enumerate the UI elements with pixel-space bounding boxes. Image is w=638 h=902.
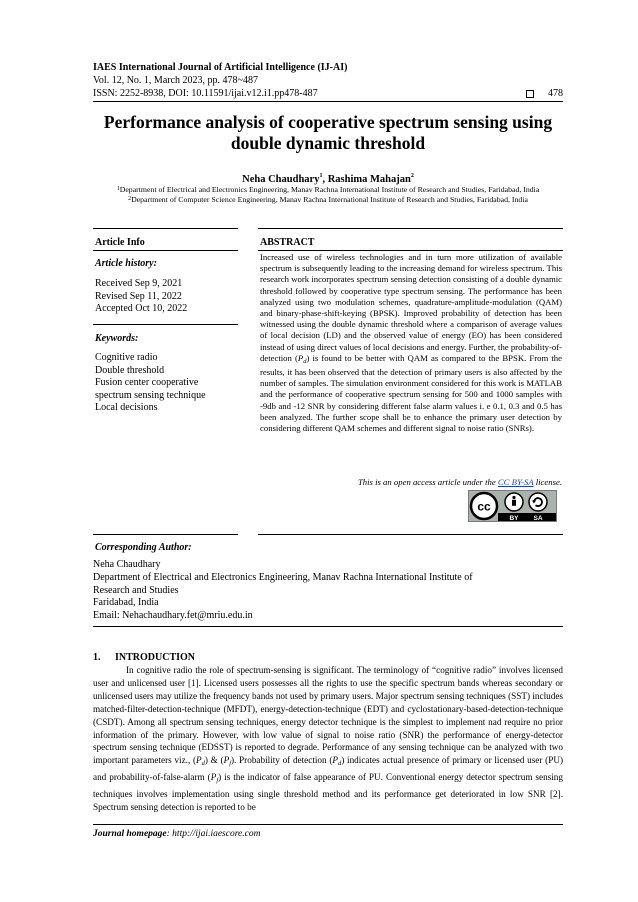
- cc-mark: cc: [477, 499, 491, 514]
- article-info-top-rule: [93, 228, 238, 229]
- abstract-text: Increased use of wireless technologies and in turn more utilization of available spectrum is subsequently leading to the increasing demand for wireless spectrum. This research work incorporates spectrum sensing detection consisting of a double dynamic threshold followed by cooperative type spectrum sensing. The performance has been analyzed using two modulation schemes, quadrature-amplitude-modulation (QAM) and binary-phase-shift-keying (BPSK). Improved probability of detection has been witnessed using the double dynamic threshold where a comparison of average values of local decision (LD) and the observed value of energy (EO) has been considered instead of using direct values of local decisions and energy. Further, the probability-of-detection $(P_d)$ is found to be better with QAM as compared to the BPSK. From the results, it has been observed that the detection of primary users is also affected by the number of samples. The simulation environment considered for this work is MATLAB and the performance of cooperative spectrum sensing for 500 and 1000 samples with -9db and -12 SNR by considering different false alarm values i. e 0.1, 0.3 and 0.5 has been analyzed. The further scope shall be to enhance the primary user detection by considering different QAM schemes and different signal to noise ratio (SNRs).: [260, 252, 562, 434]
- introduction-text: [93, 664, 563, 814]
- affiliation-2: $^2$Department of Computer Science Engineering, Manav Rachna International Institute of Research and Studies, Faridabad, India: [128, 195, 528, 204]
- revised-date: Revised Sep 11, 2022: [95, 290, 182, 302]
- author-department-cont: Research and Studies: [93, 584, 179, 596]
- affiliations: [70, 185, 586, 205]
- introduction-paragraph: In cognitive radio the role of spectrum-sensing is significant. The terminology of “cognitive radio” involves licensed user and unlicensed user [1]. Licensed users possesses all the rights to use the specific spectrum bands whereas secondary or unlicensed users may utilize the frequency bands not used by primary users. Major spectrum sensing techniques (SST) includes matched-filter-detection-technique (MFDT), energy-detection-technique (EDT) and cyclostationary-based-detection-technique (CSDT). Among all spectrum sensing techniques, energy detector technique is the simplest to implement nad require no prior information of the primary. However, with low value of signal to noise ratio (SNR) the performance of energy-detector spectrum sensing technique (EDSST) is reported to degrade. Performance of any sensing technique can be analyzed with two important parameters viz., $(P_d)$ & $(P_f)$. Probability of detection $(P_d)$ indicates actual presence of primary or licensed user (PU) and probability-of-false-alarm $(P_f)$ is the indicator of false appearance of PU. Conventional energy detector spectrum sensing techniques involves implementation using single threshold method and its performance get deteriorated in low SNR [2]. Spectrum sensing detection is reported to be: [93, 665, 564, 813]
- page-number: 478: [548, 88, 563, 99]
- cc-by-sa-link[interactable]: CC BY-SA: [497, 477, 534, 487]
- volume-info: Vol. 12, No. 1, March 2023, pp. 478~487: [93, 75, 258, 86]
- by-label: BY: [509, 514, 519, 521]
- keyword-item: Local decisions: [95, 402, 158, 413]
- cc-by-sa-badge[interactable]: [468, 490, 557, 522]
- corresponding-rule-right: [258, 534, 563, 535]
- abstract-top-rule: [258, 228, 563, 229]
- license-statement: This is an open access article under the CC BY-SA license.: [357, 477, 562, 487]
- journal-header: [93, 61, 563, 100]
- journal-name: IAES International Journal of Artificial Intelligence (IJ-AI): [93, 62, 348, 73]
- keyword-item: Cognitive radio: [95, 352, 158, 363]
- author-location: Faridabad, India: [93, 597, 159, 609]
- checkbox-square-icon: [526, 90, 534, 98]
- keywords-heading: Keywords:: [95, 333, 139, 344]
- paper-title: Performance analysis of cooperative spectrum sensing using double dynamic threshold: [103, 112, 553, 153]
- footer-rule: [93, 824, 563, 825]
- issn-doi: ISSN: 2252-8938, DOI: 10.11591/ijai.v12.i1.pp478-487: [93, 88, 318, 99]
- corresponding-author-block: [93, 559, 563, 623]
- keywords-list: [95, 352, 206, 415]
- affiliation-1: $^1$Department of Electrical and Electronics Engineering, Manav Rachna International Institute of Research and Studies, Faridabad, India: [116, 185, 540, 194]
- keyword-item: Fusion center cooperative: [95, 377, 199, 388]
- corresponding-bottom-rule: [93, 626, 563, 627]
- sa-label: SA: [533, 514, 543, 521]
- abstract-rule: [258, 250, 563, 251]
- header-rule: [93, 101, 563, 102]
- keyword-item: Double threshold: [95, 364, 165, 376]
- author-list: Neha Chaudhary$^1$, Rashima Mahajan$^2$: [242, 173, 414, 185]
- cc-license-icon: [469, 491, 556, 521]
- accepted-date: Accepted Oct 10, 2022: [95, 303, 188, 314]
- article-info-heading: Article Info: [95, 237, 145, 248]
- section-heading-introduction: 1. INTRODUCTION: [93, 652, 196, 663]
- received-date: Received Sep 9, 2021: [95, 278, 183, 289]
- history-heading: Article history:: [95, 258, 157, 269]
- corresponding-heading: Corresponding Author:: [95, 542, 192, 553]
- corresponding-rule-left: [93, 534, 238, 535]
- journal-homepage: Journal homepage: http://ijai.iaescore.com: [93, 829, 261, 839]
- keywords-rule: [93, 324, 238, 325]
- keyword-item: spectrum sensing technique: [95, 389, 206, 401]
- author-email: Email: Nehachaudhary.fet@mriu.edu.in: [93, 610, 253, 622]
- author-name: Neha Chaudhary: [93, 559, 161, 570]
- homepage-url[interactable]: : http://ijai.iaescore.com: [166, 829, 261, 839]
- history-list: [95, 278, 187, 316]
- author-department: Department of Electrical and Electronics Engineering, Manav Rachna International Institute of: [93, 571, 473, 583]
- abstract-heading: ABSTRACT: [260, 237, 315, 248]
- article-info-rule: [93, 250, 238, 251]
